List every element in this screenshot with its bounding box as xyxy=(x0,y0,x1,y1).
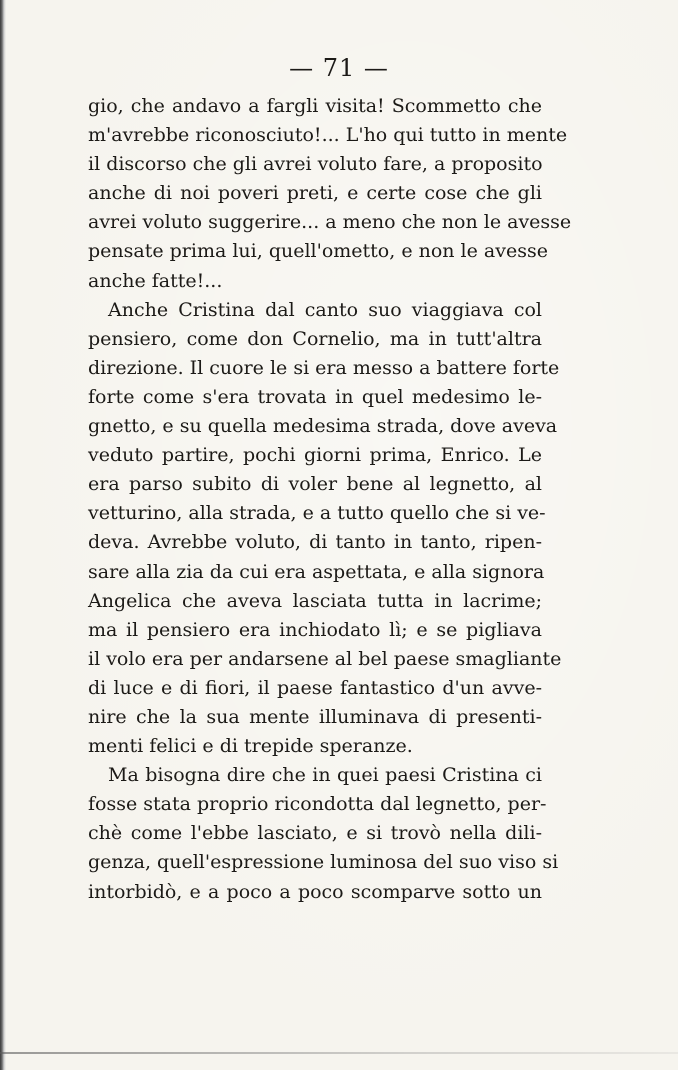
text-line: pensate prima lui, quell'ometto, e non le avesse xyxy=(88,240,548,263)
text-line: avrei voluto suggerire... a meno che non le avesse xyxy=(88,211,572,234)
text-line: di luce e di fiori, il paese fantastico d'un avve- xyxy=(88,676,542,699)
text-line: Angelica che aveva lasciata tutta in lacrime; xyxy=(88,589,542,612)
binding-edge xyxy=(0,0,6,1070)
text-line: menti felici e di trepide speranze. xyxy=(88,735,413,758)
body-text xyxy=(88,92,572,907)
text-line: deva. Avrebbe voluto, di tanto in tanto, ripen- xyxy=(88,531,542,554)
text-line: fosse stata proprio ricondotta dal legnetto, per- xyxy=(88,793,547,816)
text-line: anche di noi poveri preti, e certe cose che gli xyxy=(88,182,542,205)
text-line: ma il pensiero era inchiodato lì; e se pigliava xyxy=(88,618,542,641)
text-line: intorbidò, e a poco a poco scomparve sotto un xyxy=(88,880,542,903)
page-number: — 71 — xyxy=(289,54,389,82)
text-line: Ma bisogna dire che in quei paesi Cristina ci xyxy=(108,764,542,787)
text-line: il discorso che gli avrei voluto fare, a proposito xyxy=(88,153,543,176)
text-line: veduto partire, pochi giorni prima, Enrico. Le xyxy=(88,444,542,467)
text-line: sare alla zia da cui era aspettata, e alla signora xyxy=(88,560,545,583)
text-line: vetturino, alla strada, e a tutto quello che si ve- xyxy=(88,502,546,525)
text-line: nire che la sua mente illuminava di presenti- xyxy=(88,705,542,728)
scan-edge-line xyxy=(0,1052,678,1054)
text-line: chè come l'ebbe lasciato, e si trovò nella dili- xyxy=(88,822,542,845)
text-line: direzione. Il cuore le si era messo a battere forte xyxy=(88,356,560,379)
text-line: gnetto, e su quella medesima strada, dove aveva xyxy=(88,415,558,438)
text-line: era parso subito di voler bene al legnetto, al xyxy=(88,473,542,496)
text-line: genza, quell'espressione luminosa del suo viso si xyxy=(88,851,559,874)
text-line: pensiero, come don Cornelio, ma in tutt'altra xyxy=(88,327,542,350)
text-line: gio, che andavo a fargli visita! Scommetto che xyxy=(88,95,542,117)
text-line: il volo era per andarsene al bel paese smagliante xyxy=(88,647,562,670)
text-line: anche fatte!... xyxy=(88,269,223,292)
text-line: m'avrebbe riconosciuto!... L'ho qui tutto in mente xyxy=(88,124,568,147)
text-line: forte come s'era trovata in quel medesimo le- xyxy=(88,385,542,408)
text-line: Anche Cristina dal canto suo viaggiava col xyxy=(108,298,542,321)
